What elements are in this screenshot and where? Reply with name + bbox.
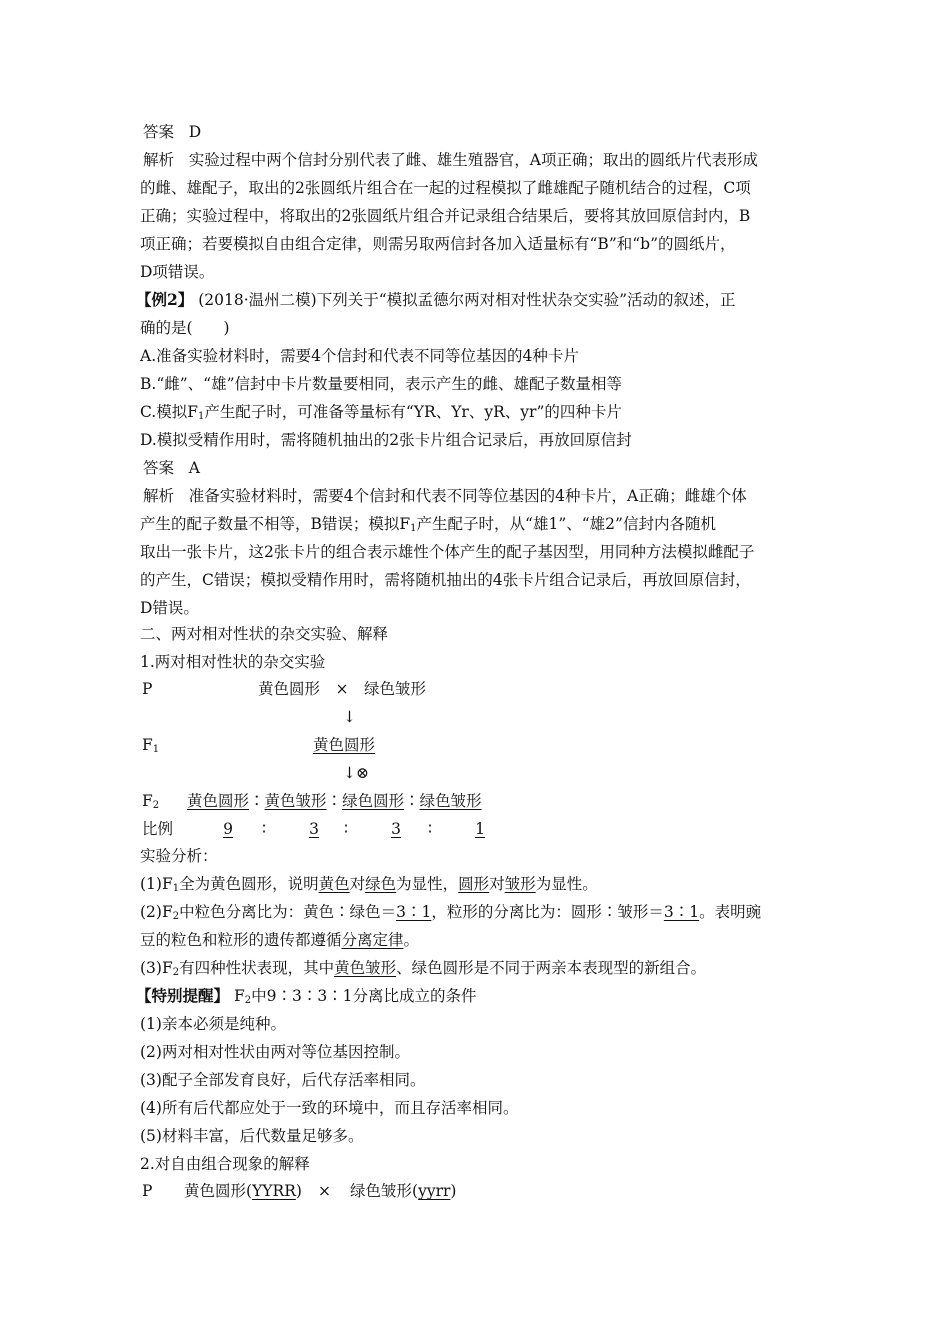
condition-item: (3)配子全部发育良好，后代存活率相同。: [140, 1071, 426, 1089]
analysis-text: 的产生，C错误；模拟受精作用时，需将随机抽出的4张卡片组合记录后，再放回原信封，: [140, 571, 751, 589]
p-label: P: [142, 680, 153, 698]
answer-label: 答案: [143, 459, 175, 477]
f2-item: 黄色圆形: [187, 792, 250, 810]
answer-value: A: [188, 459, 200, 477]
answer-line: [143, 458, 200, 478]
condition-item: (4)所有后代都应处于一致的环境中，而且存活率相同。: [140, 1099, 519, 1117]
subsection-heading: 2.对自由组合现象的解释: [140, 1155, 310, 1173]
f2-label: $F_2$: [142, 792, 160, 811]
analysis-point-2: $(2)F_2$中粒色分离比为：黄色∶绿色＝3∶1，粒形的分离比为：圆形∶皱形＝3∶1。表明豌: [140, 903, 762, 922]
analysis-point-3: $(3)F_2$有四种性状表现，其中黄色皱形、绿色圆形是不同于两亲本表现型的新组合。: [140, 959, 707, 978]
ratio-value: 9: [223, 820, 233, 838]
question-text: (2018·温州二模)下列关于“模拟孟德尔两对相对性状杂交实验”活动的叙述，正: [198, 291, 736, 309]
answer-value: D: [188, 123, 202, 141]
ratio-sep: ∶: [428, 820, 433, 838]
f2-item: 绿色皱形: [419, 792, 482, 810]
ratio-sep: ∶: [262, 820, 267, 838]
analysis-label: 解析: [143, 487, 175, 505]
section-heading: 二、两对相对性状的杂交实验、解释: [140, 625, 389, 643]
analysis-point-2-cont: 豆的粒色和粒形的遗传都遵循分离定律。: [140, 931, 420, 949]
f2-phenotypes: 黄色圆形∶黄色皱形∶绿色圆形∶绿色皱形: [187, 792, 482, 810]
selfing-arrow-icon: ↓⊗: [343, 764, 369, 782]
special-note: 【特别提醒】 $F_2$中9∶3∶3∶1分离比成立的条件: [136, 986, 477, 1006]
analysis-text: 的雌、雄配子，取出的2张圆纸片组合在一起的过程模拟了雌雄配子随机结合的过程，C项: [140, 179, 751, 197]
ratio-value: 3: [309, 820, 319, 838]
analysis-text: 取出一张卡片，这2张卡片的组合表示雄性个体产生的配子基因型，用同种方法模拟雌配子: [140, 543, 755, 561]
f1-label: $F_1$: [142, 736, 160, 755]
option-d: D.模拟受精作用时，需将随机抽出的2张卡片组合记录后，再放回原信封: [140, 431, 632, 449]
analysis-text: 准备实验材料时，需要4个信封和代表不同等位基因的4种卡片，A正确；雌雄个体: [188, 487, 747, 505]
example-tag: 【例2】: [136, 290, 194, 309]
analysis-text: D项错误。: [140, 263, 215, 281]
option-b: B.“雌”、“雄”信封中卡片数量要相同，表示产生的雌、雄配子数量相等: [140, 375, 623, 393]
example-question: [136, 290, 736, 310]
ratio-label: 比例: [142, 820, 174, 838]
analysis-text: D错误。: [140, 599, 199, 617]
ratio-sep: ∶: [344, 820, 349, 838]
p2-left-parent: 黄色圆形(YYRR): [184, 1182, 302, 1200]
p-cross: 黄色圆形 × 绿色皱形: [258, 680, 426, 698]
condition-item: (2)两对相对性状由两对等位基因控制。: [140, 1043, 410, 1061]
ratio-value: 1: [475, 820, 485, 838]
subsection-heading: 1.两对相对性状的杂交实验: [140, 653, 326, 671]
p2-label: P: [142, 1182, 153, 1200]
f2-item: 黄色皱形: [264, 792, 327, 810]
arrow-down-icon: ↓: [343, 708, 356, 726]
analysis-text: 正确；实验过程中，将取出的2张圆纸片组合并记录组合结果后，要将其放回原信封内，B: [140, 207, 751, 225]
p2-cross: ×: [318, 1182, 331, 1200]
condition-item: (5)材料丰富，后代数量足够多。: [140, 1127, 364, 1145]
analysis-label: 解析: [143, 151, 175, 169]
f1-value: 黄色圆形: [313, 736, 376, 754]
note-tag: 【特别提醒】: [136, 986, 230, 1005]
analysis-point-1: $(1)F_1$全为黄色圆形，说明黄色对绿色为显性，圆形对皱形为显性。: [140, 875, 598, 894]
condition-item: (1)亲本必须是纯种。: [140, 1015, 286, 1033]
option-c: C.模拟$F_1$产生配子时，可准备等量标有“YR、Yr、yR、yr”的四种卡片: [140, 403, 622, 422]
analysis-line: [143, 150, 758, 170]
answer-label: 答案: [143, 123, 175, 141]
p2-right-parent: 绿色皱形(yyrr): [350, 1182, 457, 1200]
analysis-text: 项正确；若要模拟自由组合定律，则需另取两信封各加入适量标有“B”和“b”的圆纸片，: [140, 235, 736, 253]
option-a: A.准备实验材料时，需要4个信封和代表不同等位基因的4种卡片: [140, 347, 579, 365]
question-text: 确的是( ): [140, 319, 230, 337]
analysis-line: [143, 486, 747, 506]
analysis-text: 实验过程中两个信封分别代表了雌、雄生殖器官，A项正确；取出的圆纸片代表形成: [188, 151, 758, 169]
f2-item: 绿色圆形: [342, 792, 405, 810]
answer-line: [143, 122, 201, 142]
analysis-heading: 实验分析：: [140, 847, 218, 865]
ratio-value: 3: [391, 820, 401, 838]
analysis-text: 产生的配子数量不相等，B错误；模拟$F_1$产生配子时，从“雄1”、“雄2”信封内各随机: [140, 515, 716, 534]
